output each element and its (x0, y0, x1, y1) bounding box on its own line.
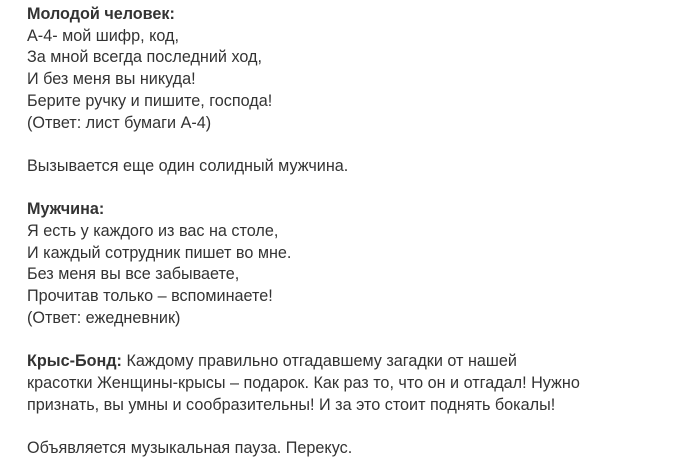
paragraph-gap (27, 178, 687, 200)
speech-line: красотки Женщины-крысы – подарок. Как раз то, что он и отгадал! Нужно (27, 373, 580, 392)
answer-line: (Ответ: лист бумаги А-4) (27, 113, 212, 132)
speech-line: признать, вы умны и сообразительны! И за это стоит поднять бокалы! (27, 395, 556, 414)
verse-line: Берите ручку и пишите, господа! (27, 91, 273, 110)
document-body (27, 4, 687, 460)
answer-line: (Ответ: ежедневник) (27, 308, 181, 327)
narration-line: Объявляется музыкальная пауза. Перекус. (27, 439, 353, 457)
verse-line: Без меня вы все забываете, (27, 265, 240, 284)
speaker-young-man: Молодой человек: (27, 5, 175, 23)
verse-line: И каждый сотрудник пишет во мне. (27, 243, 292, 262)
verse-line: А-4- мой шифр, код, (27, 26, 179, 45)
paragraph-gap (27, 330, 687, 352)
verse-line: За мной всегда последний ход, (27, 48, 262, 67)
verse-line: И без меня вы никуда! (27, 70, 196, 89)
verse-line: Я есть у каждого из вас на столе, (27, 222, 279, 240)
speaker-man: Мужчина: (27, 200, 105, 219)
speech-text: Каждому правильно отгадавшему загадки от нашей (126, 352, 517, 371)
speaker-rat-bond: Крыс-Бонд: (27, 352, 122, 371)
verse-line: Прочитав только – вспоминаете! (27, 287, 273, 306)
speech-line (27, 351, 687, 373)
paragraph-gap (27, 416, 687, 438)
narration-line: Вызывается еще один солидный мужчина. (27, 156, 349, 175)
paragraph-gap (27, 134, 687, 156)
